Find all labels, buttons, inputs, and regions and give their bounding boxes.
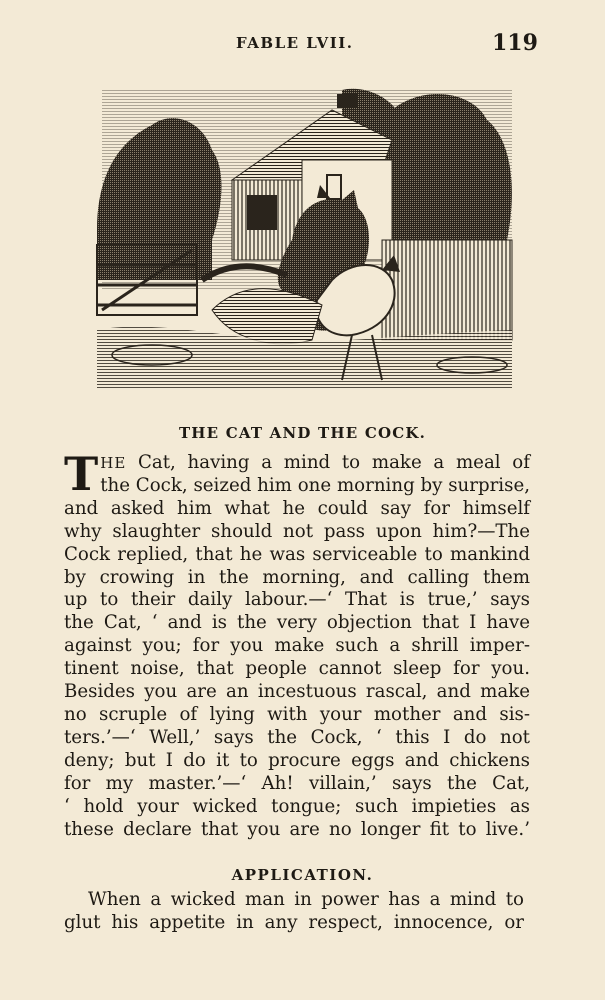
woodcut-illustration [92,80,522,400]
fable-title: FABLE LVII. [236,34,354,52]
fable-line: the Cock, seized him one morning by surprise, [100,474,530,496]
fable-line: deny; but I do it to procure eggs and chickens [64,749,530,771]
fable-line: ters.’—‘ Well,’ says the Cock, ‘ this I do not [64,726,530,748]
application-line: When a wicked man in power has a mind to [88,889,524,910]
fable-line: ‘ hold your wicked tongue; such impieties as [64,795,530,817]
fable-line: these declare that you are no longer fit to live.’ [64,818,530,840]
illustration-caption: THE CAT AND THE COCK. [178,424,427,442]
fable-line: by crowing in the morning, and calling them [64,566,530,588]
fable-text [64,447,530,841]
fable-line: no scruple of lying with your mother and sis- [64,703,530,725]
page-number: 119 [492,30,538,56]
fable-line: Besides you are an incestuous rascal, and make [64,681,530,703]
first-word-rest: HE [100,454,127,472]
application-heading: APPLICATION. [231,866,374,884]
fable-line: THE Cat, having a mind to make a meal of [64,447,530,501]
fable-line: and asked him what he could say for himself [64,497,530,519]
fable-line: tinent noise, that people cannot sleep for you. [64,658,530,680]
fable-line: the Cat, ‘ and is the very objection that I have [64,612,530,634]
application-line: glut his appetite in any respect, innocence, or [64,912,524,933]
fable-line: Cock replied, that he was serviceable to mankind [64,543,530,565]
fable-line: up to their daily labour.—‘ That is true,’ says [64,589,530,611]
fable-line: for my master.’—‘ Ah! villain,’ says the Cat, [64,772,530,794]
application-text [64,888,524,934]
fable-line: why slaughter should not pass upon him?—The [64,520,530,542]
fable-line: against you; for you make such a shrill imper- [64,635,530,657]
drop-cap: T [64,447,99,501]
